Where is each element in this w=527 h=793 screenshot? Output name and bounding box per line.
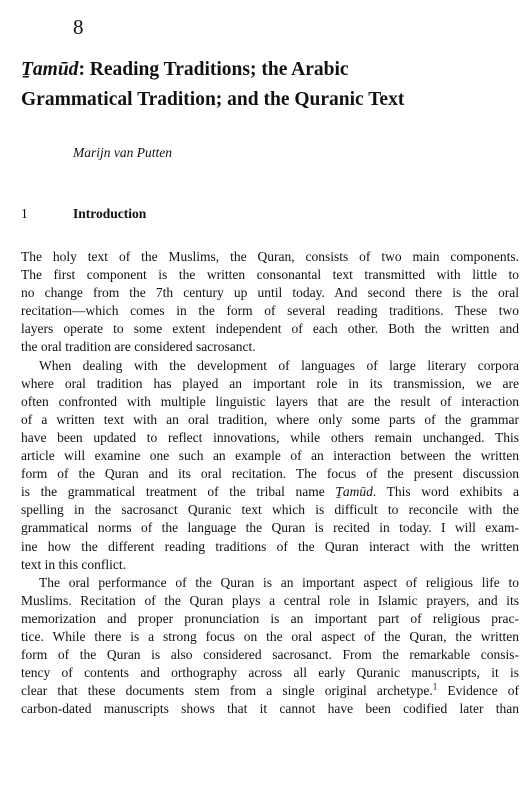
text-line: carbon-dated manuscripts shows that it cannot have been codified later than [21, 701, 519, 717]
text-line: spelling in the sacrosanct Quranic text which is difficult to reconcile with the [21, 502, 519, 518]
tribal-name-italic: Ṯamūd [335, 484, 373, 500]
text-line: no change from the 7th century up until today. And second there is the oral [21, 285, 519, 301]
text-line: often confronted with multiple linguistic layers that are the result of interaction [21, 393, 519, 409]
text-line: The holy text of the Muslims, the Quran, consists of two main components. [21, 249, 519, 264]
title-italic-word: Ṯamūd [21, 59, 79, 80]
text-line-mixed [21, 682, 519, 700]
text-line-mixed [21, 483, 519, 501]
text-line: of a written text with an oral tradition, where only some parts of the grammar [21, 411, 519, 427]
text-segment: Evidence of [437, 683, 520, 699]
text-line: tice. While there is a strong focus on the oral aspect of the Quran, the written [21, 628, 519, 644]
body-text [21, 248, 519, 718]
text-line: where oral tradition has played an important role in its transmission, we are [21, 375, 519, 391]
text-line: The oral performance of the Quran is an important aspect of religious life to [39, 574, 519, 590]
author-name: Marijn van Putten [73, 145, 172, 160]
text-segment: clear that these documents stem from a single original archetype. [21, 683, 433, 699]
text-line: form of the Quran is also considered sacrosanct. From the remarkable consis- [21, 647, 519, 663]
text-line: grammatical norms of the language the Quran is recited in today. I will exam- [21, 520, 519, 536]
text-line: article will examine one such an example of an interaction between the written [21, 448, 519, 464]
footnote-marker[interactable]: 1 [432, 681, 438, 692]
section-heading [21, 206, 146, 222]
title-line1-rest: : Reading Traditions; the Arabic [78, 59, 349, 80]
section-title: Introduction [73, 206, 147, 221]
text-line: When dealing with the development of languages of large literary corpora [39, 357, 519, 373]
text-line: ine how the different reading traditions of the Quran interact with the written [21, 538, 519, 554]
text-line: have been updated to reflect innovations, while others remain unchanged. This [21, 429, 519, 445]
text-line: tency of contents and orthography across all early Quranic manuscripts, it is [21, 665, 519, 681]
section-number: 1 [21, 206, 28, 221]
text-line: the oral tradition are considered sacrosanct. [21, 339, 256, 355]
text-line: recitation—which comes in the form of several reading traditions. These two [21, 303, 519, 319]
paragraph-1 [21, 248, 519, 357]
text-line: memorization and proper pronunciation is an important part of religious prac- [21, 610, 519, 626]
text-line: form of the Quran and its oral recitation. The focus of the present discussion [21, 466, 519, 482]
text-line: The first component is the written consonantal text transmitted with little to [21, 267, 519, 283]
text-line: Muslims. Recitation of the Quran plays a central role in Islamic prayers, and its [21, 592, 519, 608]
chapter-title [21, 55, 491, 115]
paragraph-3 [21, 574, 519, 719]
paragraph-2 [21, 357, 519, 574]
text-line: text in this conflict. [21, 556, 126, 572]
text-segment: is the grammatical treatment of the tribal name [21, 484, 336, 500]
chapter-number: 8 [73, 15, 84, 39]
text-line: layers operate to some extent independent of each other. Both the written and [21, 321, 519, 337]
title-line2: Grammatical Tradition; and the Quranic Text [21, 89, 405, 110]
text-segment: . This word exhibits a [372, 484, 519, 500]
